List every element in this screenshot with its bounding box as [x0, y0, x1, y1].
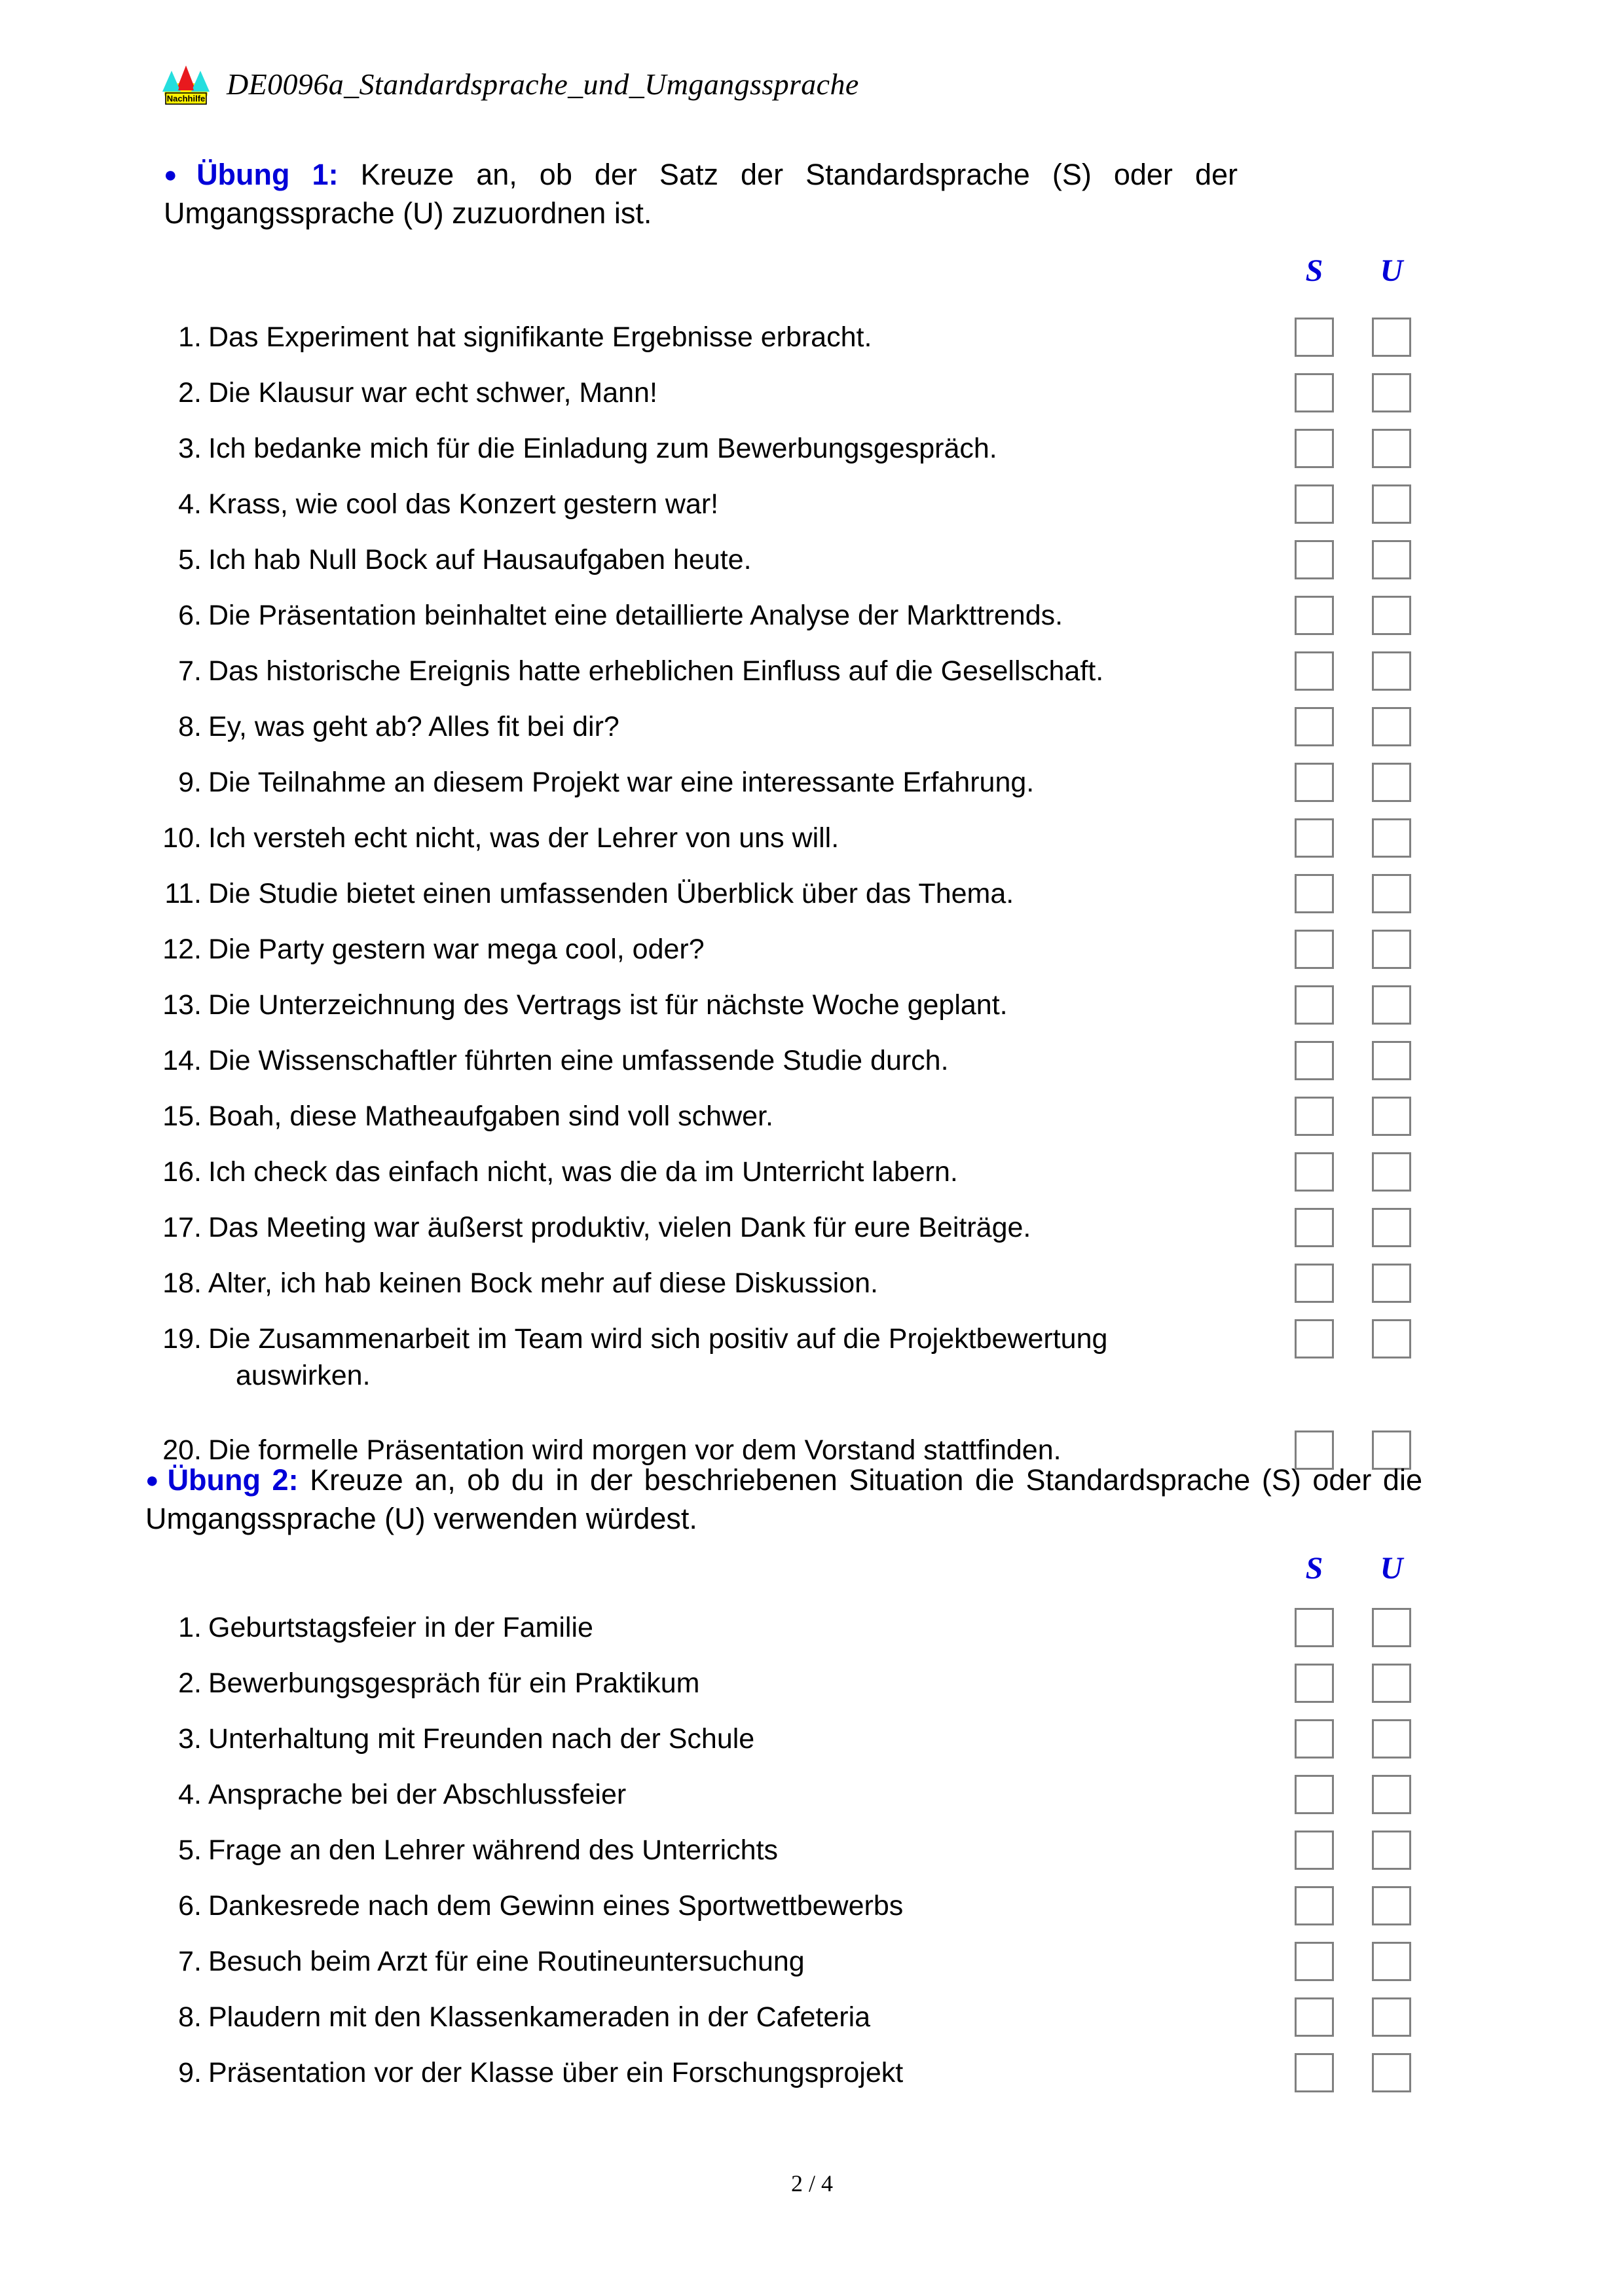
question-number: 7.	[178, 655, 202, 687]
question-text	[208, 486, 1243, 522]
question-text	[208, 2054, 1243, 2091]
question-text	[208, 1265, 1243, 1302]
checkbox-umgangssprache[interactable]	[1372, 540, 1411, 579]
question-number: 10.	[162, 822, 202, 854]
question-number: 18.	[162, 1267, 202, 1299]
question-text	[208, 1776, 1243, 1813]
nachhilfe-mountain-logo-icon	[161, 63, 211, 106]
checkbox-umgangssprache[interactable]	[1372, 596, 1411, 635]
question-number: 8.	[178, 711, 202, 742]
question-row	[0, 430, 1624, 486]
question-number: 1.	[178, 321, 202, 353]
checkbox-standardsprache[interactable]	[1295, 1152, 1334, 1192]
exercise1-prompt: Kreuze an, ob der Satz der Standardsprache (S) oder der Umgangssprache (U) zuzuordnen ist.	[164, 158, 1238, 230]
question-number: 9.	[178, 767, 202, 798]
question-text-line: Das Meeting war äußerst produktiv, vielen Dank für eure Beiträge.	[208, 1212, 1031, 1243]
question-text-line: Ey, was geht ab? Alles fit bei dir?	[208, 711, 619, 742]
checkbox-standardsprache[interactable]	[1295, 1264, 1334, 1303]
checkbox-umgangssprache[interactable]	[1372, 1886, 1411, 1925]
question-text	[208, 1321, 1243, 1394]
question-number: 20.	[162, 1434, 202, 1466]
question-text-line: Ich check das einfach nicht, was die da im Unterricht labern.	[208, 1156, 958, 1188]
question-number: 5.	[178, 1834, 202, 1866]
exercise2-column-header-u: U	[1380, 1551, 1403, 1586]
question-number: 3.	[178, 433, 202, 464]
question-number: 8.	[178, 2001, 202, 2033]
question-text-continuation: auswirken.	[236, 1360, 371, 1391]
question-row	[0, 1098, 1624, 1154]
checkbox-standardsprache[interactable]	[1295, 484, 1334, 524]
question-text-line: Die formelle Präsentation wird morgen vor dem Vorstand stattfinden.	[208, 1434, 1061, 1466]
question-row	[0, 597, 1624, 653]
question-text-line: Die Studie bietet einen umfassenden Überblick über das Thema.	[208, 878, 1014, 909]
checkbox-umgangssprache[interactable]	[1372, 373, 1411, 412]
checkbox-standardsprache[interactable]	[1295, 1664, 1334, 1703]
checkbox-umgangssprache[interactable]	[1372, 651, 1411, 691]
checkbox-umgangssprache[interactable]	[1372, 1208, 1411, 1247]
checkbox-umgangssprache[interactable]	[1372, 1775, 1411, 1814]
question-number: 13.	[162, 989, 202, 1021]
question-text	[208, 1098, 1243, 1135]
question-text	[208, 1721, 1243, 1757]
checkbox-umgangssprache[interactable]	[1372, 1664, 1411, 1703]
checkbox-umgangssprache[interactable]	[1372, 1152, 1411, 1192]
checkbox-standardsprache[interactable]	[1295, 1942, 1334, 1981]
page-number: 2 / 4	[790, 2170, 833, 2196]
exercise1-column-header-s: S	[1305, 253, 1323, 288]
checkbox-standardsprache[interactable]	[1295, 818, 1334, 858]
exercise2-label: Übung 2:	[167, 1463, 299, 1497]
question-text	[208, 1887, 1243, 1924]
question-number: 17.	[162, 1212, 202, 1243]
checkbox-standardsprache[interactable]	[1295, 651, 1334, 691]
question-row	[0, 541, 1624, 597]
question-row	[0, 1042, 1624, 1098]
checkbox-standardsprache[interactable]	[1295, 1831, 1334, 1870]
question-text	[208, 1999, 1243, 2035]
question-row	[0, 1832, 1624, 1887]
question-text	[208, 1609, 1243, 1646]
question-row	[0, 708, 1624, 764]
question-row	[0, 764, 1624, 820]
question-text-line: Das Experiment hat signifikante Ergebnisse erbracht.	[208, 321, 872, 353]
checkbox-standardsprache[interactable]	[1295, 2053, 1334, 2092]
question-row	[0, 1154, 1624, 1209]
exercise2-column-header-s: S	[1305, 1551, 1323, 1586]
checkbox-standardsprache[interactable]	[1295, 373, 1334, 412]
question-row	[0, 931, 1624, 987]
question-row	[0, 1209, 1624, 1265]
question-text-line: Das historische Ereignis hatte erheblichen Einfluss auf die Gesellschaft.	[208, 655, 1104, 687]
exercise1-label: Übung 1:	[196, 158, 339, 191]
question-text	[208, 319, 1243, 355]
question-number: 19.	[162, 1323, 202, 1355]
checkbox-umgangssprache[interactable]	[1372, 1831, 1411, 1870]
exercise1-list	[0, 319, 1624, 1487]
question-text-line: Präsentation vor der Klasse über ein Forschungsprojekt	[208, 2057, 904, 2088]
checkbox-standardsprache[interactable]	[1295, 985, 1334, 1025]
question-row	[0, 1999, 1624, 2054]
checkbox-umgangssprache[interactable]	[1372, 2053, 1411, 2092]
question-text-line: Die Teilnahme an diesem Projekt war eine interessante Erfahrung.	[208, 767, 1035, 798]
question-number: 7.	[178, 1946, 202, 1977]
exercise1-column-header-u: U	[1380, 253, 1403, 288]
checkbox-standardsprache[interactable]	[1295, 1041, 1334, 1080]
checkbox-umgangssprache[interactable]	[1372, 1319, 1411, 1358]
question-text	[208, 1154, 1243, 1190]
checkbox-umgangssprache[interactable]	[1372, 818, 1411, 858]
checkbox-umgangssprache[interactable]	[1372, 985, 1411, 1025]
exercise2-prompt: Kreuze an, ob du in der beschriebenen Situation die Standardsprache (S) oder die Umgangssprache (U) verwenden würdest.	[145, 1463, 1422, 1535]
checkbox-umgangssprache[interactable]	[1372, 318, 1411, 357]
question-text-line: Alter, ich hab keinen Bock mehr auf diese Diskussion.	[208, 1267, 878, 1299]
question-text-line: Die Unterzeichnung des Vertrags ist für nächste Woche geplant.	[208, 989, 1008, 1021]
question-number: 6.	[178, 1890, 202, 1922]
checkbox-umgangssprache[interactable]	[1372, 874, 1411, 913]
question-text	[208, 541, 1243, 578]
question-text-line: Plaudern mit den Klassenkameraden in der Cafeteria	[208, 2001, 871, 2033]
checkbox-standardsprache[interactable]	[1295, 1886, 1334, 1925]
checkbox-standardsprache[interactable]	[1295, 318, 1334, 357]
question-number: 14.	[162, 1045, 202, 1076]
question-text-line: Unterhaltung mit Freunden nach der Schule	[208, 1723, 755, 1755]
checkbox-standardsprache[interactable]	[1295, 1775, 1334, 1814]
question-row	[0, 2054, 1624, 2110]
question-text	[208, 1042, 1243, 1079]
checkbox-umgangssprache[interactable]	[1372, 1997, 1411, 2037]
question-row	[0, 875, 1624, 931]
bullet-icon: ●	[145, 1467, 162, 1493]
question-row	[0, 319, 1624, 374]
question-text	[208, 1209, 1243, 1246]
question-text	[208, 1943, 1243, 1980]
checkbox-standardsprache[interactable]	[1295, 596, 1334, 635]
question-text	[208, 653, 1243, 689]
question-row	[0, 1721, 1624, 1776]
question-row	[0, 987, 1624, 1042]
bullet-icon: ●	[164, 162, 192, 187]
question-number: 4.	[178, 488, 202, 520]
document-title: DE0096a_Standardsprache_und_Umgangssprache	[227, 67, 859, 101]
question-row	[0, 653, 1624, 708]
checkbox-umgangssprache[interactable]	[1372, 707, 1411, 746]
question-number: 2.	[178, 377, 202, 409]
checkbox-standardsprache[interactable]	[1295, 1208, 1334, 1247]
question-row	[0, 1665, 1624, 1721]
question-number: 3.	[178, 1723, 202, 1755]
question-text-line: Die Zusammenarbeit im Team wird sich positiv auf die Projektbewertung	[208, 1323, 1108, 1355]
question-text-line: Ich versteh echt nicht, was der Lehrer von uns will.	[208, 822, 840, 854]
question-number: 6.	[178, 600, 202, 631]
question-number: 4.	[178, 1779, 202, 1810]
question-text	[208, 1832, 1243, 1868]
question-text-line: Geburtstagsfeier in der Familie	[208, 1612, 593, 1643]
checkbox-standardsprache[interactable]	[1295, 930, 1334, 969]
question-row	[0, 1887, 1624, 1943]
question-text	[208, 764, 1243, 801]
checkbox-standardsprache[interactable]	[1295, 429, 1334, 468]
checkbox-umgangssprache[interactable]	[1372, 930, 1411, 969]
checkbox-umgangssprache[interactable]	[1372, 1097, 1411, 1136]
checkbox-umgangssprache[interactable]	[1372, 429, 1411, 468]
question-number: 1.	[178, 1612, 202, 1643]
question-text-line: Boah, diese Matheaufgaben sind voll schwer.	[208, 1101, 773, 1132]
question-row	[0, 1265, 1624, 1321]
checkbox-standardsprache[interactable]	[1295, 1997, 1334, 2037]
question-row	[0, 1776, 1624, 1832]
exercise2-heading	[145, 1461, 1422, 1538]
question-number: 15.	[162, 1101, 202, 1132]
checkbox-umgangssprache[interactable]	[1372, 484, 1411, 524]
question-row	[0, 486, 1624, 541]
question-text-line: Ich bedanke mich für die Einladung zum Bewerbungsgespräch.	[208, 433, 997, 464]
checkbox-standardsprache[interactable]	[1295, 1608, 1334, 1647]
question-text-line: Die Präsentation beinhaltet eine detaillierte Analyse der Markttrends.	[208, 600, 1063, 631]
exercise2-list	[0, 1609, 1624, 2110]
question-text	[208, 931, 1243, 968]
question-text	[208, 597, 1243, 634]
question-row	[0, 1321, 1624, 1432]
question-text	[208, 1665, 1243, 1702]
question-number: 5.	[178, 544, 202, 575]
checkbox-standardsprache[interactable]	[1295, 540, 1334, 579]
exercise1-heading	[164, 156, 1238, 232]
question-text-line: Dankesrede nach dem Gewinn eines Sportwettbewerbs	[208, 1890, 904, 1922]
question-text	[208, 820, 1243, 856]
question-text	[208, 987, 1243, 1023]
checkbox-umgangssprache[interactable]	[1372, 1608, 1411, 1647]
question-text-line: Frage an den Lehrer während des Unterrichts	[208, 1834, 779, 1866]
svg-text:Nachhilfe: Nachhilfe	[166, 94, 206, 103]
question-row	[0, 1943, 1624, 1999]
question-text	[208, 430, 1243, 467]
question-text-line: Die Party gestern war mega cool, oder?	[208, 934, 705, 965]
question-number: 16.	[162, 1156, 202, 1188]
question-text-line: Ansprache bei der Abschlussfeier	[208, 1779, 627, 1810]
question-number: 12.	[162, 934, 202, 965]
question-text-line: Die Klausur war echt schwer, Mann!	[208, 377, 657, 409]
checkbox-standardsprache[interactable]	[1295, 1719, 1334, 1758]
question-row	[0, 374, 1624, 430]
question-number: 2.	[178, 1667, 202, 1699]
checkbox-umgangssprache[interactable]	[1372, 763, 1411, 802]
question-text-line: Die Wissenschaftler führten eine umfassende Studie durch.	[208, 1045, 949, 1076]
checkbox-umgangssprache[interactable]	[1372, 1041, 1411, 1080]
question-text-line: Bewerbungsgespräch für ein Praktikum	[208, 1667, 700, 1699]
question-text	[208, 374, 1243, 411]
checkbox-umgangssprache[interactable]	[1372, 1719, 1411, 1758]
question-text-line: Krass, wie cool das Konzert gestern war!	[208, 488, 719, 520]
checkbox-standardsprache[interactable]	[1295, 707, 1334, 746]
question-row	[0, 1609, 1624, 1665]
checkbox-umgangssprache[interactable]	[1372, 1942, 1411, 1981]
question-text-line: Besuch beim Arzt für eine Routineuntersuchung	[208, 1946, 805, 1977]
question-row	[0, 820, 1624, 875]
checkbox-umgangssprache[interactable]	[1372, 1264, 1411, 1303]
checkbox-standardsprache[interactable]	[1295, 763, 1334, 802]
checkbox-standardsprache[interactable]	[1295, 874, 1334, 913]
question-text	[208, 708, 1243, 745]
question-number: 9.	[178, 2057, 202, 2088]
question-number: 11.	[164, 878, 202, 909]
question-text	[208, 875, 1243, 912]
document-header	[161, 63, 859, 106]
checkbox-standardsprache[interactable]	[1295, 1319, 1334, 1358]
question-text-line: Ich hab Null Bock auf Hausaufgaben heute.	[208, 544, 752, 575]
checkbox-standardsprache[interactable]	[1295, 1097, 1334, 1136]
